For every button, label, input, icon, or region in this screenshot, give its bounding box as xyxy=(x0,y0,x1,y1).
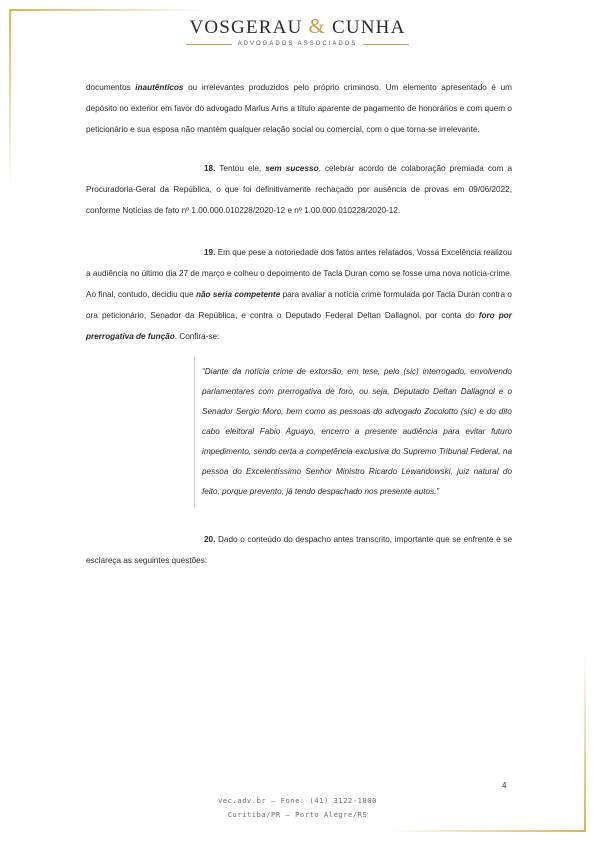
document-body xyxy=(86,77,512,571)
p1-text-before: documentos xyxy=(86,83,136,92)
subtitle-rule-left xyxy=(186,44,232,45)
p3-emphasis-2: foro por prerrogativa de função xyxy=(86,311,512,341)
paragraph-20 xyxy=(86,529,512,571)
p3-text-middle: para avaliar a notícia crime formulada por Tacla Duran contra o ora peticionário, Senador da República, e contra o Deputado Federal Deltan Dallagnol, por conta do xyxy=(86,290,512,320)
p4-text: Dado o conteúdo do despacho antes transcrito, importante que se enfrente e se esclareça as seguintes questões: xyxy=(86,535,512,565)
p1-text-after: ou irrelevantes produzidos pelo próprio criminoso. Um elemento apresentado é um depósito no exterior em favor do advogado Marlus Arns a título aparente de pagamento de honorários e com quem o peticionário e sua esposa não mantém qualquer relação social ou comercial, com o que torna-se irrelevante. xyxy=(86,83,512,134)
page-number: 4 xyxy=(502,781,507,790)
subtitle-rule-right xyxy=(363,44,409,45)
paragraph-number: 18. xyxy=(204,164,216,173)
p3-text-before: Em que pese a notoriedade dos fatos antes relatados, Vossa Excelência realizou a audiência no último dia 27 de março e colheu o depoimento de Tacla Duran como se fosse uma nova notícia-crime. Ao final, contudo, decidiu que xyxy=(86,248,512,299)
page-footer xyxy=(0,794,595,822)
firm-subtitle-row xyxy=(0,41,595,47)
footer-locations: Curitiba/PR – Porto Alegre/RS xyxy=(227,811,368,819)
footer-contact: vec.adv.br – Fone: (41) 3122-1800 xyxy=(218,797,377,805)
p2-text-after: , celebrar acordo de colaboração premiada com a Procuradoria-Geral da República, o que foi definitivamente rechaçado por ausência de provas em 09/06/2022, conforme Notícias de fato nº 1.00.000.010228/2020-12 e nº 1.00.000.010228/2020-12. xyxy=(86,164,512,215)
block-quote xyxy=(194,357,512,508)
p3-emphasis-1: não seria competente xyxy=(196,290,281,299)
p2-text-before: Tentou ele, xyxy=(215,164,266,173)
firm-name-right: CUNHA xyxy=(331,17,406,38)
firm-name xyxy=(0,14,595,39)
firm-subtitle: ADVOGADOS ASSOCIADOS xyxy=(237,41,358,47)
decorative-frame-top xyxy=(9,9,209,11)
p3-text-after: . Confira-se: xyxy=(174,332,220,341)
paragraph-19 xyxy=(86,242,512,347)
decorative-frame-bottom xyxy=(386,830,586,832)
quote-text: “Diante da notícia crime de extorsão, em tese, pelo (sic) interrogado, envolvendo parlamentares com prerrogativa de foro, ou seja, Deputado Deltan Dallagnol e o Senador Sergio Moro, bem como as pessoas do advogado Zocolotto (sic) e do dito cabo eleitoral Fabio Aguayo, encerro a presente audiência para evitar futuro impedimento, sendo certa a competência exclusiva do Supremo Tribunal Federal, na pessoa do Excelentíssimo Senhor Ministro Ricardo Lewandowski, juiz natural do feito, porque prevento, já tendo despachado nos presente autos.” xyxy=(202,367,512,496)
p1-emphasis: inautênticos xyxy=(135,83,184,92)
firm-logo xyxy=(0,14,595,47)
paragraph-18 xyxy=(86,158,512,221)
paragraph-number: 20. xyxy=(204,535,216,544)
firm-name-ampersand: & xyxy=(308,14,327,38)
p2-emphasis: sem sucesso xyxy=(265,164,319,173)
paragraph-number: 19. xyxy=(204,248,216,257)
paragraph-continuation xyxy=(86,77,512,140)
firm-name-left: VOSGERAU xyxy=(189,17,303,38)
